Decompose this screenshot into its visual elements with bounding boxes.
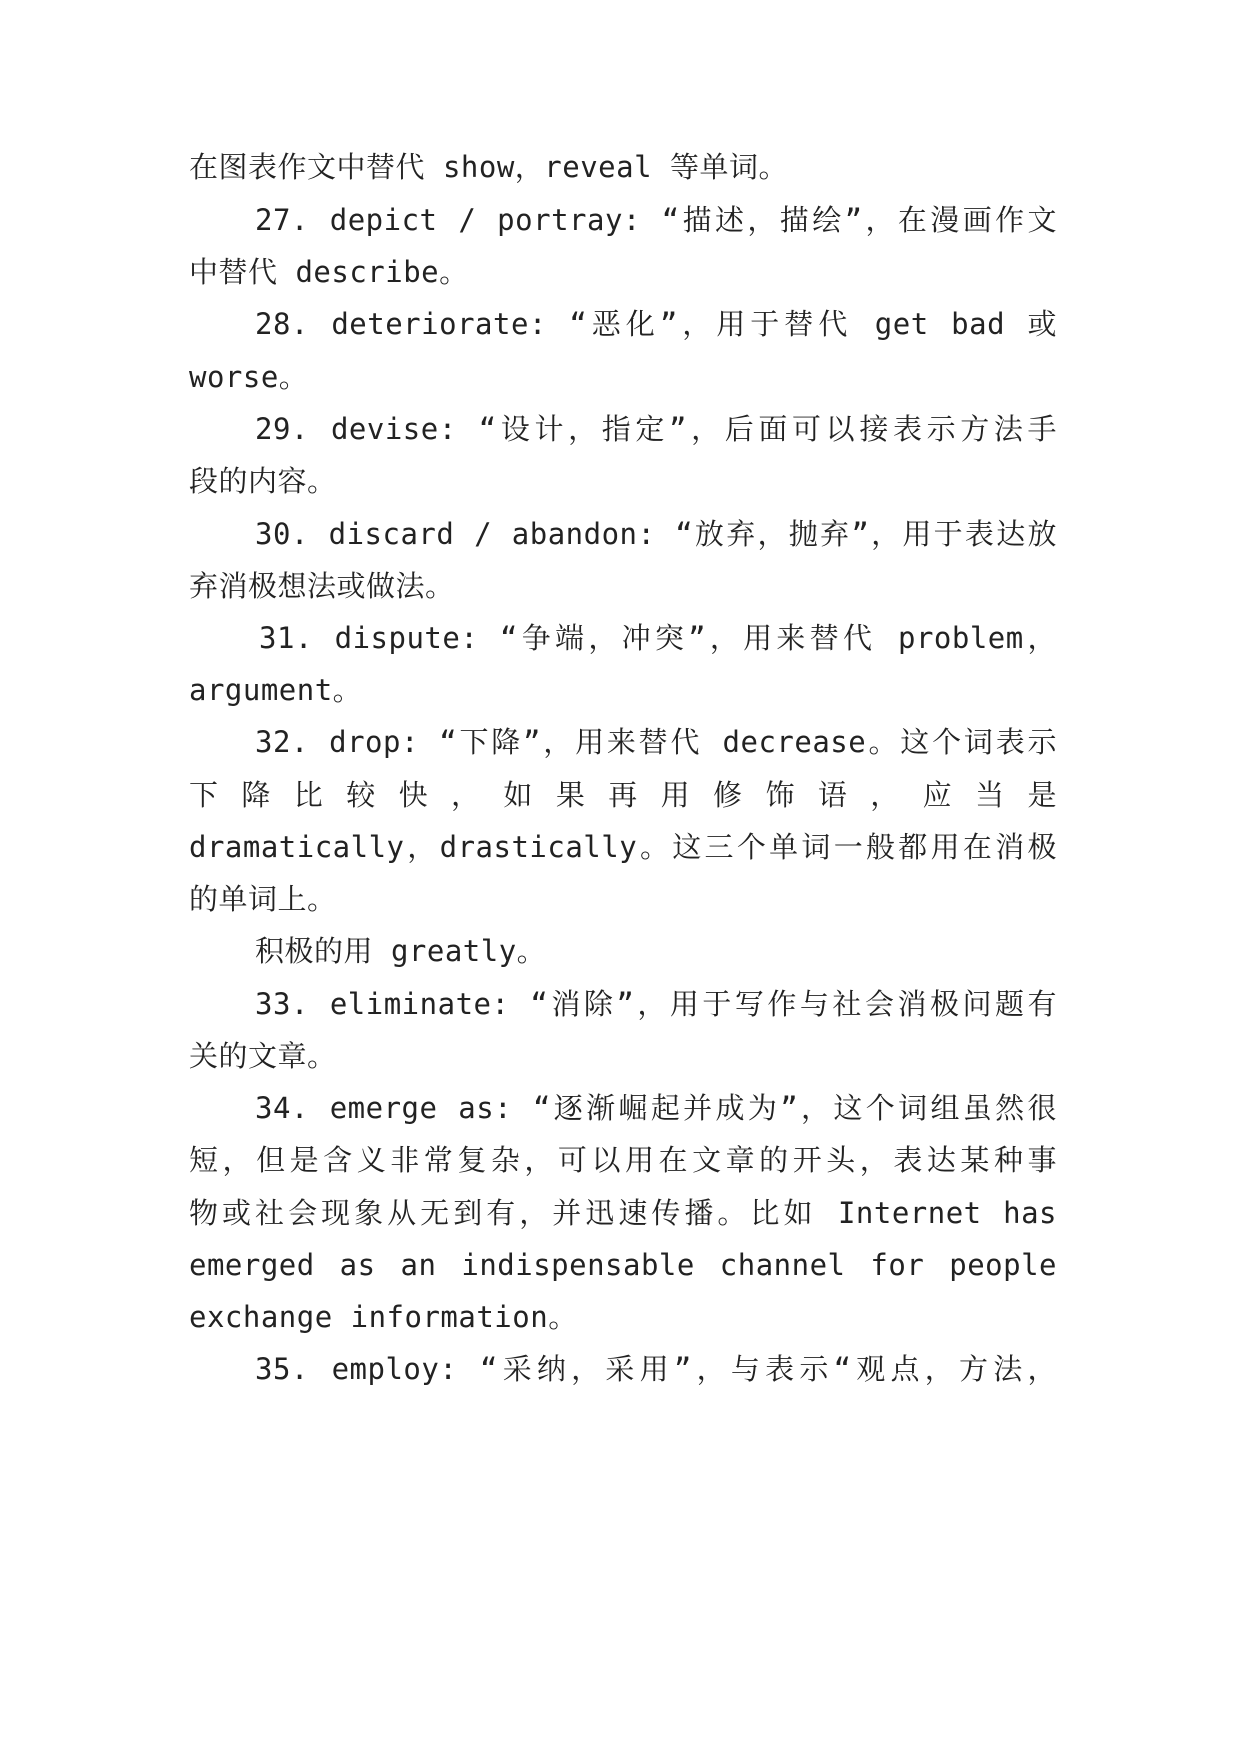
- text-line: 弃消极想法或做法。: [189, 569, 455, 603]
- text-line: emerged as an indispensable channel for people: [189, 1248, 1057, 1282]
- text-line: argument。: [189, 673, 363, 707]
- text-line: 29. devise: “设计，指定”，后面可以接表示方法手: [255, 412, 1057, 446]
- text-line: 的单词上。: [189, 882, 337, 916]
- text-line: 短，但是含义非常复杂，可以用在文章的开头，表达某种事: [189, 1143, 1057, 1177]
- text-line: 27. depict / portray: “描述，描绘”，在漫画作文: [255, 203, 1057, 237]
- text-line: 28. deteriorate: “恶化”，用于替代 get bad 或: [255, 307, 1057, 341]
- text-line: worse。: [189, 360, 309, 394]
- text-line: 31. dispute: “争端，冲突”，用来替代 problem，: [259, 621, 1057, 655]
- text-line: 中替代 describe。: [189, 255, 469, 289]
- text-line: 34. emerge as: “逐渐崛起并成为”，这个词组虽然很: [255, 1091, 1057, 1125]
- text-line: exchange information。: [189, 1300, 578, 1334]
- text-line: 30. discard / abandon: “放弃，抛弃”，用于表达放: [255, 517, 1057, 551]
- text-line: 积极的用 greatly。: [255, 934, 547, 968]
- text-line: 33. eliminate: “消除”，用于写作与社会消极问题有: [255, 987, 1057, 1021]
- text-line: 下 降 比 较 快 ， 如 果 再 用 修 饰 语 ， 应 当 是: [189, 778, 1057, 812]
- text-line: 段的内容。: [189, 464, 337, 498]
- text-line: 32. drop: “下降”，用来替代 decrease。这个词表示: [255, 725, 1057, 759]
- text-line: 在图表作文中替代 show，reveal 等单词。: [189, 150, 789, 184]
- text-line: 物或社会现象从无到有，并迅速传播。比如 Internet has: [189, 1196, 1057, 1230]
- text-line: dramatically，drastically。这三个单词一般都用在消极: [189, 830, 1057, 864]
- text-line: 关的文章。: [189, 1039, 337, 1073]
- text-line: 35. employ: “采纳，采用”，与表示“观点，方法，: [255, 1352, 1057, 1386]
